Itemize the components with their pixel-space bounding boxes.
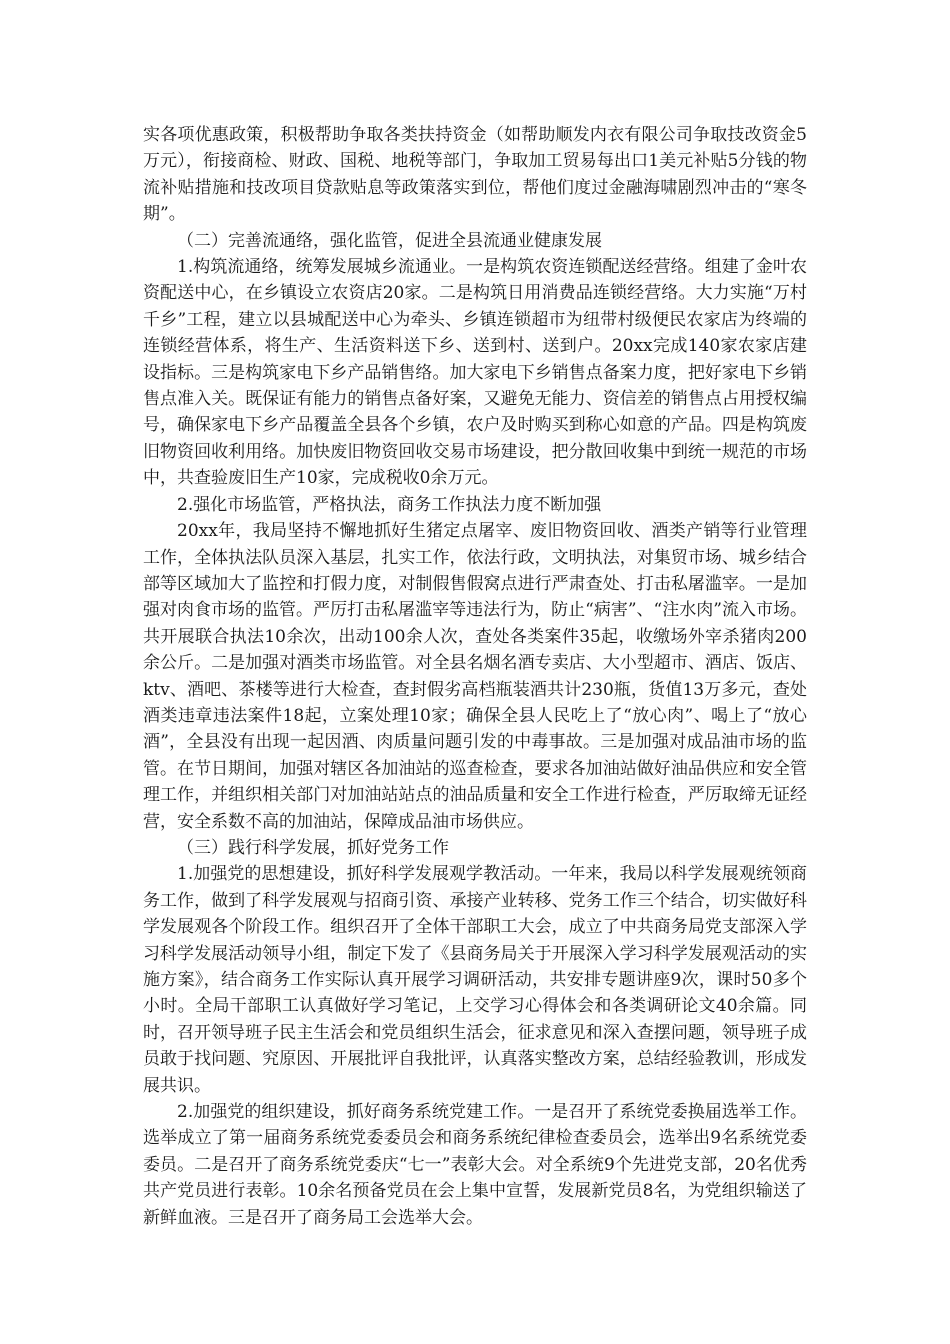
subheading-2-2: 2.强化市场监管，严格执法，商务工作执法力度不断加强 xyxy=(177,494,602,515)
section-heading-2: （二）完善流通络，强化监管，促进全县流通业健康发展 xyxy=(177,230,602,251)
paragraph-2-1: 1.构筑流通络，统筹发展城乡流通业。一是构筑农资连锁配送经营络。组建了金叶农资配送中心，在乡镇设立农资店20家。二是构筑日用消费品连锁经营络。大力实施“万村千乡”工程，建立以县城配送中心为牵头、乡镇连锁超市为纽带村级便民农家店为终端的连锁经营体系，将生产、生活资料送下乡、送到村、送到户。20xx完成140家农家店建设指标。三是构筑家电下乡产品销售络。加大家电下乡销售点备案力度，把好家电下乡销售点准入关。既保证有能力的销售点备好案，又避免无能力、资信差的销售点占用授权编号，确保家电下乡产品覆盖全县各个乡镇，农户及时购买到称心如意的产品。四是构筑废旧物资回收利用络。加快废旧物资回收交易市场建设，把分散回收集中到统一规范的市场中，共查验废旧生产10家，完成税收0余万元。 xyxy=(143,257,807,489)
paragraph-3-2: 2.加强党的组织建设，抓好商务系统党建工作。一是召开了系统党委换届选举工作。选举成立了第一届商务系统党委委员会和商务系统纪律检查委员会，选举出9名系统党委委员。二是召开了商务系统党委庆“七一”表彰大会。对全系统9个先进党支部，20名优秀共产党员进行表彰。10余名预备党员在会上集中宣誓，发展新党员8名，为党组织输送了新鲜血液。三是召开了商务局工会选举大会。 xyxy=(143,1102,807,1228)
section-heading-3: （三）践行科学发展，抓好党务工作 xyxy=(177,837,449,858)
paragraph-3-1: 1.加强党的思想建设，抓好科学发展观学教活动。一年来，我局以科学发展观统领商务工作，做到了科学发展观与招商引资、承接产业转移、党务工作三个结合，切实做好科学发展观各个阶段工作。组织召开了全体干部职工大会，成立了中共商务局党支部深入学习科学发展活动领导小组，制定下发了《县商务局关于开展深入学习科学发展观活动的实施方案》，结合商务工作实际认真开展学习调研活动，共安排专题讲座9次，课时50多个小时。全局干部职工认真做好学习笔记，上交学习心得体会和各类调研论文40余篇。同时，召开领导班子民主生活会和党员组织生活会，征求意见和深入查摆问题，领导班子成员敢于找问题、究原因、开展批评自我批评，认真落实整改方案，总结经验教训，形成发展共识。 xyxy=(143,864,807,1096)
document-page xyxy=(143,122,807,1231)
paragraph-continuation: 实各项优惠政策，积极帮助争取各类扶持资金（如帮助顺发内衣有限公司争取技改资金5万元），衔接商检、财政、国税、地税等部门，争取加工贸易每出口1美元补贴5分钱的物流补贴措施和技改项目贷款贴息等政策落实到位，帮他们度过金融海啸剧烈冲击的“寒冬期”。 xyxy=(143,125,807,225)
paragraph-2-2: 20xx年，我局坚持不懈地抓好生猪定点屠宰、废旧物资回收、酒类产销等行业管理工作，全体执法队员深入基层，扎实工作，依法行政，文明执法，对集贸市场、城乡结合部等区域加大了监控和打假力度，对制假售假窝点进行严肃查处、打击私屠滥宰。一是加强对肉食市场的监管。严厉打击私屠滥宰等违法行为，防止“病害”、“注水肉”流入市场。共开展联合执法10余次，出动100余人次，查处各类案件35起，收缴场外宰杀猪肉200余公斤。二是加强对酒类市场监管。对全县名烟名酒专卖店、大小型超市、酒店、饭店、ktv、酒吧、茶楼等进行大检查，查封假劣高档瓶装酒共计230瓶，货值13万多元，查处酒类违章违法案件18起，立案处理10家；确保全县人民吃上了“放心肉”、喝上了“放心酒”，全县没有出现一起因酒、肉质量问题引发的中毒事故。三是加强对成品油市场的监管。在节日期间，加强对辖区各加油站的巡查检查，要求各加油站做好油品供应和安全管理工作，并组织相关部门对加油站站点的油品质量和安全工作进行检查，严厉取缔无证经营，安全系数不高的加油站，保障成品油市场供应。 xyxy=(143,521,807,832)
